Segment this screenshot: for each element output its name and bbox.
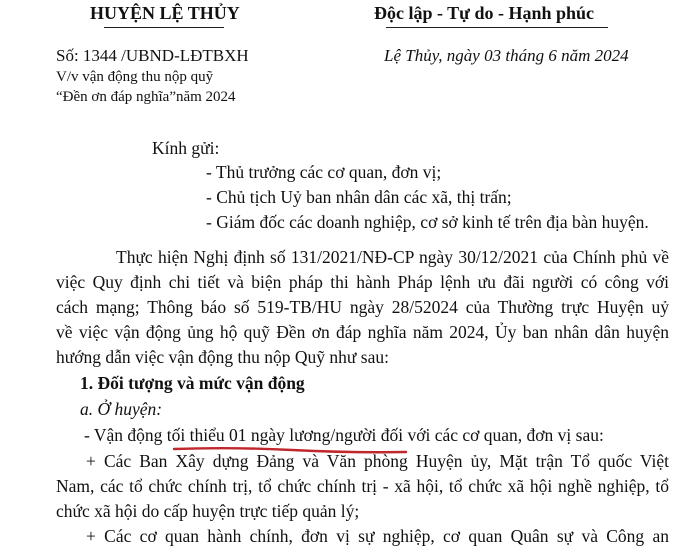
subject-line-2: “Đền ơn đáp nghĩa”năm 2024 <box>56 89 236 105</box>
subject-line-1: V/v vận động thu nộp quỹ <box>56 69 214 85</box>
authority-divider <box>104 27 224 28</box>
intro-line: việc Quy định chi tiết và biện pháp thi hành Pháp lệnh ưu đãi người có công với <box>56 272 669 292</box>
document-date: Lệ Thủy, ngày 03 tháng 6 năm 2024 <box>384 46 629 65</box>
recipient-item: - Thủ trưởng các cơ quan, đơn vị; <box>206 162 442 182</box>
item-line: Nam, các tổ chức chính trị, tổ chức chính trị - xã hội, tổ chức xã hội nghề nghiệp, tổ <box>56 476 669 496</box>
item-line: + Các Ban Xây dựng Đảng và Văn phòng Huyện ủy, Mặt trận Tổ quốc Việt <box>86 451 669 471</box>
section-heading: 1. Đối tượng và mức vận động <box>80 373 305 393</box>
national-motto: Độc lập - Tự do - Hạnh phúc <box>374 3 595 23</box>
recipient-item: - Chủ tịch Uỷ ban nhân dân các xã, thị trấn; <box>206 187 512 207</box>
subsection-heading: a. Ở huyện: <box>80 399 163 419</box>
intro-line: Thực hiện Nghị định số 131/2021/NĐ-CP ngày 30/12/2021 của Chính phủ về <box>116 247 669 267</box>
item-line: + Các cơ quan hành chính, đơn vị sự nghiệp, cơ quan Quân sự và Công an <box>86 526 669 546</box>
mobilize-prefix: - Vận động <box>84 425 167 445</box>
item-line: chức xã hội do cấp huyện trực tiếp quản lý; <box>56 501 360 521</box>
document-number: Số: 1344 /UBND-LĐTBXH <box>56 46 249 65</box>
recipient-greeting: Kính gửi: <box>152 138 220 158</box>
motto-divider <box>386 27 608 28</box>
mobilize-line <box>84 425 604 446</box>
intro-line: cách mạng; Thông báo số 519-TB/HU ngày 28/52024 của Thường trực Huyện uỷ <box>56 297 669 317</box>
intro-line: hướng dẫn việc vận động thu nộp Quỹ như sau: <box>56 347 389 367</box>
intro-line: về việc vận động ủng hộ quỹ Đền ơn đáp nghĩa năm 2024, Ủy ban nhân dân huyện <box>56 322 669 342</box>
issuing-authority: HUYỆN LỆ THỦY <box>90 3 240 23</box>
recipient-item: - Giám đốc các doanh nghiệp, cơ sở kinh tế trên địa bàn huyện. <box>206 212 649 232</box>
mobilize-suffix: đối với các cơ quan, đơn vị sau: <box>376 425 604 445</box>
mobilize-highlight: tối thiểu 01 ngày lương/người <box>166 425 377 445</box>
